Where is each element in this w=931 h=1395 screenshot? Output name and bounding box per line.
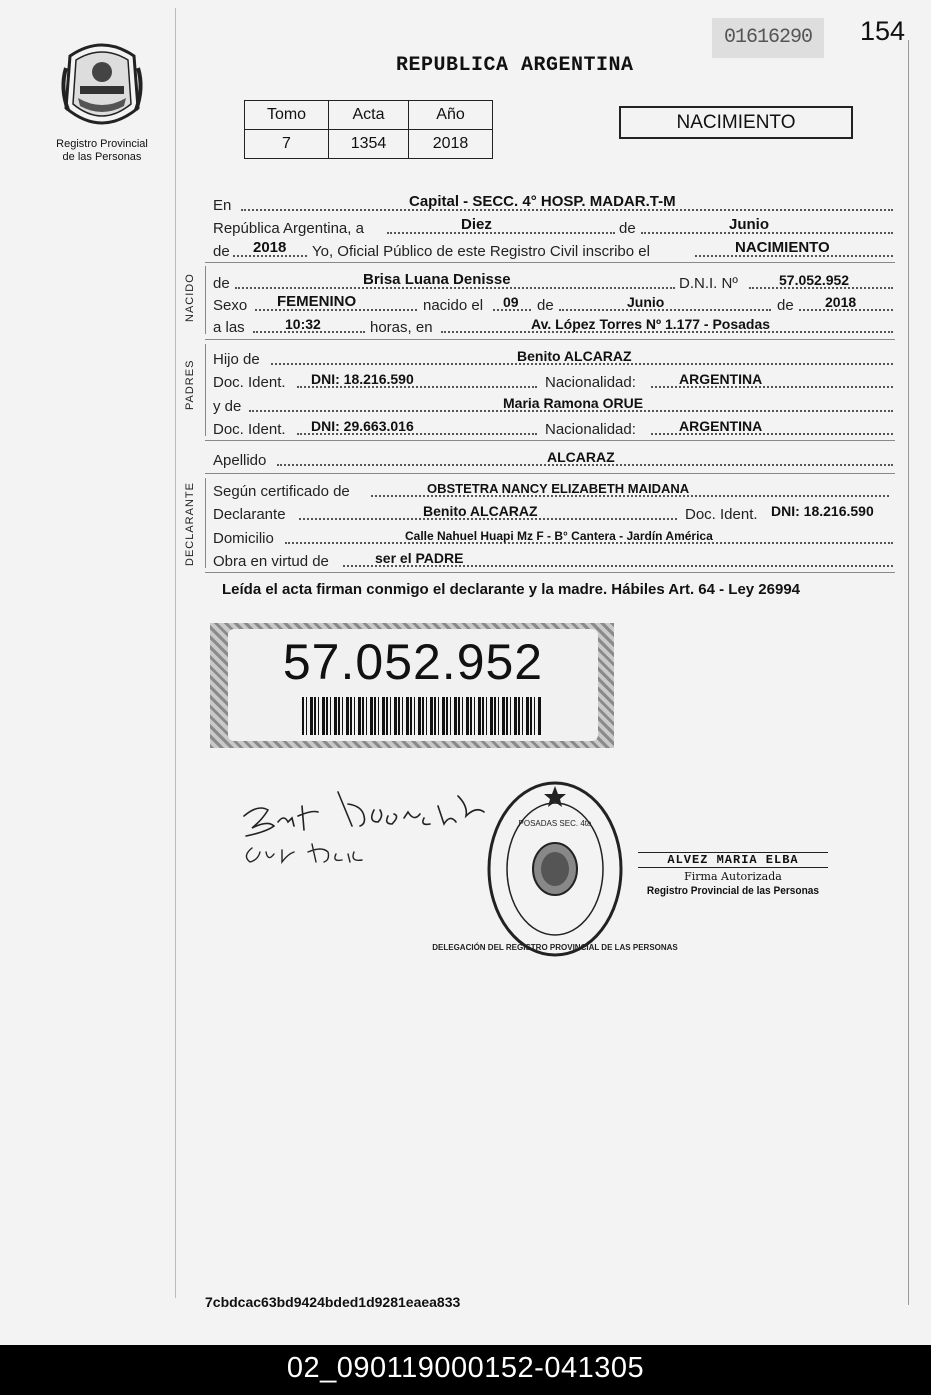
registry-name: Registro Provincial de las Personas <box>56 138 148 163</box>
label-dni: D.N.I. Nº <box>679 275 738 292</box>
row-fecha-acta <box>213 215 893 237</box>
row-apellido <box>213 447 893 469</box>
label-en: En <box>213 197 232 214</box>
page-number: 154 <box>860 16 906 46</box>
row-nombre <box>213 270 893 292</box>
row-domicilio <box>213 525 893 547</box>
dotted-line <box>387 232 615 234</box>
label-y-de: y de <box>213 398 242 415</box>
page-title: REPUBLICA ARGENTINA <box>396 54 634 77</box>
field-dia-nac: 09 <box>503 294 519 310</box>
label-de-mes: de <box>537 297 554 314</box>
row-certificado <box>213 478 893 500</box>
side-label-nacido: NACIDO <box>184 273 196 322</box>
field-dia-letras: Diez <box>461 216 492 233</box>
field-hora: 10:32 <box>285 316 321 332</box>
field-padre-nac: ARGENTINA <box>679 371 763 387</box>
label-nacionalidad: Nacionalidad: <box>545 421 636 438</box>
label-hijo-de: Hijo de <box>213 351 260 368</box>
field-lugar-nac: Av. López Torres Nº 1.177 - Posadas <box>531 316 771 332</box>
field-tipo-inscripcion: NACIMIENTO <box>735 239 830 256</box>
field-obra: ser el PADRE <box>375 550 464 566</box>
record-value: 2018 <box>409 130 493 159</box>
row-madre-doc <box>213 416 893 438</box>
dotted-line <box>559 309 771 311</box>
signature-father <box>238 776 498 876</box>
field-declarante-doc: DNI: 18.216.590 <box>771 503 874 519</box>
section-divider <box>205 262 895 263</box>
label-de-anio: de <box>777 297 794 314</box>
label-nacionalidad: Nacionalidad: <box>545 374 636 391</box>
record-value: 1354 <box>329 130 409 159</box>
label-obra: Obra en virtud de <box>213 553 329 570</box>
field-padre-doc: DNI: 18.216.590 <box>311 371 414 387</box>
official-stamp-seal <box>432 778 678 960</box>
dni-sticker-panel <box>228 629 598 741</box>
label-apellido: Apellido <box>213 452 267 469</box>
label-sexo: Sexo <box>213 297 248 314</box>
field-anio-acta: 2018 <box>253 239 287 256</box>
field-madre: Maria Ramona ORUE <box>503 395 644 411</box>
label-doc-ident: Doc. Ident. <box>213 421 286 438</box>
right-edge-line <box>908 40 909 1305</box>
side-label-declarante: DECLARANTE <box>184 482 196 566</box>
field-lugar: Capital - SECC. 4° HOSP. MADAR.T-M <box>409 193 676 210</box>
record-table <box>244 100 493 159</box>
field-madre-doc: DNI: 29.663.016 <box>311 418 414 434</box>
record-type-box: NACIMIENTO <box>619 106 853 139</box>
margin-line <box>175 8 176 1298</box>
field-dni: 57.052.952 <box>779 272 850 288</box>
field-madre-nac: ARGENTINA <box>679 418 763 434</box>
document-serial-number: 01616290 <box>712 18 824 58</box>
field-mes-nac: Junio <box>627 294 665 310</box>
field-declarante: Benito ALCARAZ <box>423 503 538 519</box>
field-domicilio: Calle Nahuel Huapi Mz F - B° Cantera - Jardín América <box>405 529 713 543</box>
misiones-seal-logo <box>60 38 144 134</box>
record-header: Acta <box>329 101 409 130</box>
label-domicilio: Domicilio <box>213 530 274 547</box>
label-inscribo: Yo, Oficial Público de este Registro Civil inscribo el <box>312 243 650 260</box>
barcode-icon <box>302 697 542 735</box>
label-de: de <box>619 220 636 237</box>
dni-sticker-number: 57.052.952 <box>282 634 544 690</box>
label-a-las: a las <box>213 319 245 336</box>
row-lugar <box>213 192 893 214</box>
row-anio-acta <box>213 238 893 260</box>
section-bracket <box>205 478 206 568</box>
label-horas: horas, en <box>370 319 433 336</box>
row-declarante <box>213 501 893 523</box>
label-doc-ident: Doc. Ident. <box>685 506 758 523</box>
label-de: de <box>213 243 230 260</box>
official-organization: Registro Provincial de las Personas <box>646 885 820 897</box>
field-sexo: FEMENINO <box>277 293 357 310</box>
field-certificado: OBSTETRA NANCY ELIZABETH MAIDANA <box>427 481 690 496</box>
field-nombre: Brisa Luana Denisse <box>363 271 511 288</box>
official-role: Firma Autorizada <box>684 870 782 883</box>
document-hash: 7cbdcac63bd9424bded1d9281eaea833 <box>205 1294 461 1310</box>
section-bracket <box>205 344 206 436</box>
label-republica: República Argentina, a <box>213 220 364 237</box>
label-segun: Según certificado de <box>213 483 350 500</box>
stamp-inner-text: POSADAS SEC. 4ta <box>518 819 592 828</box>
row-padre-doc <box>213 369 893 391</box>
label-doc-ident: Doc. Ident. <box>213 374 286 391</box>
record-header: Tomo <box>245 101 329 130</box>
stamp-text: DELEGACIÓN DEL REGISTRO PROVINCIAL DE LAS PERSONAS <box>432 943 678 952</box>
section-divider <box>205 440 895 441</box>
footer-bar <box>0 1345 931 1395</box>
official-signature-block <box>638 852 828 897</box>
row-hora <box>213 314 893 336</box>
side-label-padres: PADRES <box>184 359 196 410</box>
section-bracket <box>205 266 206 334</box>
field-apellido: ALCARAZ <box>547 449 615 465</box>
row-sexo <box>213 292 893 314</box>
row-obra <box>213 548 893 570</box>
section-divider <box>205 339 895 340</box>
section-divider <box>205 473 895 474</box>
label-nacido: nacido el <box>423 297 484 314</box>
label-declarante: Declarante <box>213 506 286 523</box>
field-padre: Benito ALCARAZ <box>517 348 632 364</box>
row-madre <box>213 393 893 415</box>
legal-text: Leída el acta firman conmigo el declarante y la madre. Hábiles Art. 64 - Ley 26994 <box>222 581 801 598</box>
row-padre <box>213 346 893 368</box>
label-de: de <box>213 275 230 292</box>
official-name: ALVEZ MARIA ELBA <box>638 852 828 868</box>
field-mes-acta: Junio <box>729 216 769 233</box>
record-value: 7 <box>245 130 329 159</box>
field-anio-nac: 2018 <box>825 294 857 310</box>
footer-file-id: 02_090119000152-041305 <box>286 1352 645 1384</box>
section-divider <box>205 572 895 573</box>
dni-sticker <box>210 623 614 748</box>
record-header: Año <box>409 101 493 130</box>
